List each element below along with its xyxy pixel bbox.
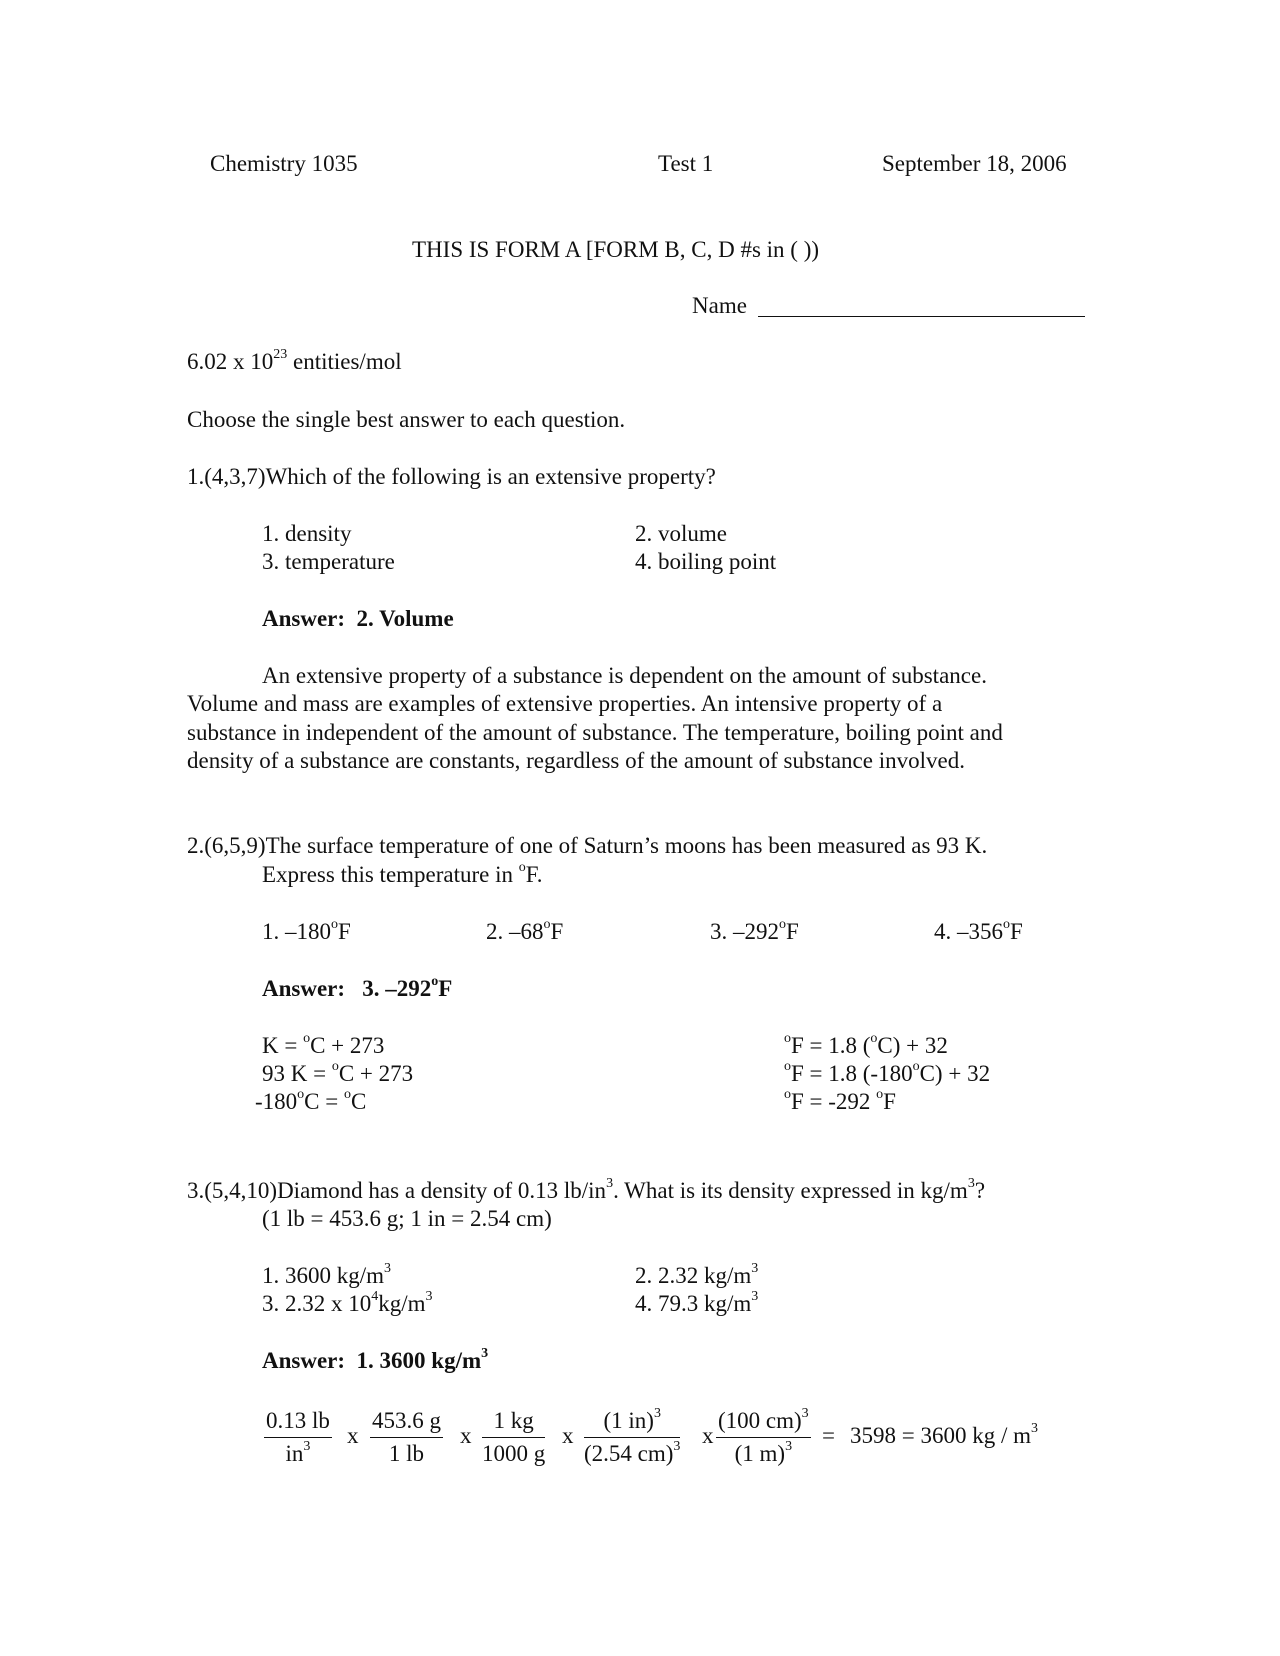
q2-option-4[interactable]: 4. –356$^o$F	[934, 917, 1023, 944]
q3-option-2[interactable]: 2. 2.32 $kg/m^3$	[635, 1261, 759, 1288]
q1-stem: 1.(4,3,7)Which of the following is an extensive property?	[187, 464, 716, 489]
calc-fraction-1-numerator: 0.13 lb	[264, 1407, 332, 1438]
q3-given: (1 lb = 453.6 g; 1 in = 2.54 cm)	[262, 1206, 552, 1231]
q2-work-left-2: 93 K = $^o$C + 273	[262, 1059, 414, 1086]
calc-times-4: x	[702, 1423, 714, 1448]
calc-fraction-5-numerator: (100 cm)$^3$	[716, 1407, 811, 1438]
calc-times-2: x	[460, 1423, 472, 1448]
q2-option-3[interactable]: 3. –292$^o$F	[710, 917, 799, 944]
calc-fraction-3	[482, 1407, 545, 1468]
q1-explanation-line-3: substance in independent of the amount of substance. The temperature, boiling point and	[187, 720, 1003, 745]
calc-fraction-1	[264, 1407, 332, 1468]
q2-answer: Answer: 3. –292$^o$F	[262, 974, 453, 1001]
course-title: Chemistry 1035	[210, 151, 358, 176]
q1-option-4[interactable]: 4. boiling point	[635, 549, 777, 574]
test-date: September 18, 2006	[882, 151, 1067, 176]
calc-fraction-5-denominator: (1 m)$^3$	[734, 1439, 793, 1466]
calc-result: 3598 = 3600 kg / $m^3$	[850, 1421, 1039, 1448]
avogadro-constant: 6.02 x $10^{23}$ entities/mol	[187, 347, 402, 374]
instructions: Choose the single best answer to each question.	[187, 407, 626, 432]
q3-answer: Answer: 1. 3600 $kg/m^3$	[262, 1346, 489, 1373]
q1-option-3[interactable]: 3. temperature	[262, 549, 395, 574]
calc-fraction-3-denominator: 1000 g	[482, 1441, 546, 1466]
q2-stem-line-2: Express this temperature in $^o$F.	[262, 860, 543, 887]
calc-times-3: x	[562, 1423, 574, 1448]
q3-option-4[interactable]: 4. 79.3 $kg/m^3$	[635, 1289, 759, 1316]
q2-work-right-2: $^o$F = 1.8 $(-180^oC) + 32$	[784, 1059, 991, 1086]
calc-fraction-1-denominator: $in^3$	[285, 1439, 311, 1466]
q2-work-right-3: $^o$F = -292 $^o$F	[784, 1087, 896, 1114]
q1-option-1[interactable]: 1. density	[262, 521, 352, 546]
calc-fraction-2	[370, 1407, 443, 1468]
q1-explanation-line-4: density of a substance are constants, regardless of the amount of substance involved.	[187, 748, 965, 773]
q1-answer: Answer: 2. Volume	[262, 606, 454, 631]
q3-option-3[interactable]: 3. 2.32 x $10^4kg/m^3$	[262, 1289, 433, 1316]
calc-fraction-2-denominator: 1 lb	[388, 1441, 425, 1466]
q3-stem: 3.(5,4,10)Diamond has a density of 0.13 $lb/in^3$. What is its density expressed in $kg/m^3$?	[187, 1176, 986, 1203]
calc-fraction-4-denominator: (2.54 cm)$^3$	[584, 1439, 681, 1466]
q1-option-2[interactable]: 2. volume	[635, 521, 727, 546]
calc-fraction-5	[716, 1407, 811, 1468]
form-line: THIS IS FORM A [FORM B, C, D #s in ( ))	[412, 237, 820, 262]
q2-work-left-1: K = $^o$C + 273	[262, 1031, 385, 1058]
q2-option-1[interactable]: 1. –180$^o$F	[262, 917, 351, 944]
calc-fraction-4	[584, 1407, 680, 1468]
calc-fraction-4-numerator: (1 in)$^3$	[584, 1407, 680, 1438]
calc-fraction-2-numerator: 453.6 g	[370, 1407, 443, 1438]
q2-stem: 2.(6,5,9)The surface temperature of one of Saturn’s moons has been measured as 93 K.	[187, 833, 988, 858]
q2-work-right-1: $^o$F = 1.8 ($^o$C) + 32	[784, 1031, 948, 1058]
name-label: Name	[692, 293, 747, 318]
q3-option-1[interactable]: 1. 3600 $kg/m^3$	[262, 1261, 392, 1288]
q1-explanation-line-1: An extensive property of a substance is dependent on the amount of substance.	[262, 663, 987, 688]
q2-work-left-3: $-180^oC = ^oC$	[255, 1087, 367, 1114]
calc-equals: =	[822, 1423, 835, 1448]
name-blank-line[interactable]	[758, 316, 1085, 317]
test-title: Test 1	[658, 151, 714, 176]
q1-explanation-line-2: Volume and mass are examples of extensive properties. An intensive property of a	[187, 691, 943, 716]
calc-times-1: x	[347, 1423, 359, 1448]
q2-option-2[interactable]: 2. –68$^o$F	[486, 917, 564, 944]
calc-fraction-3-numerator: 1 kg	[482, 1407, 545, 1438]
